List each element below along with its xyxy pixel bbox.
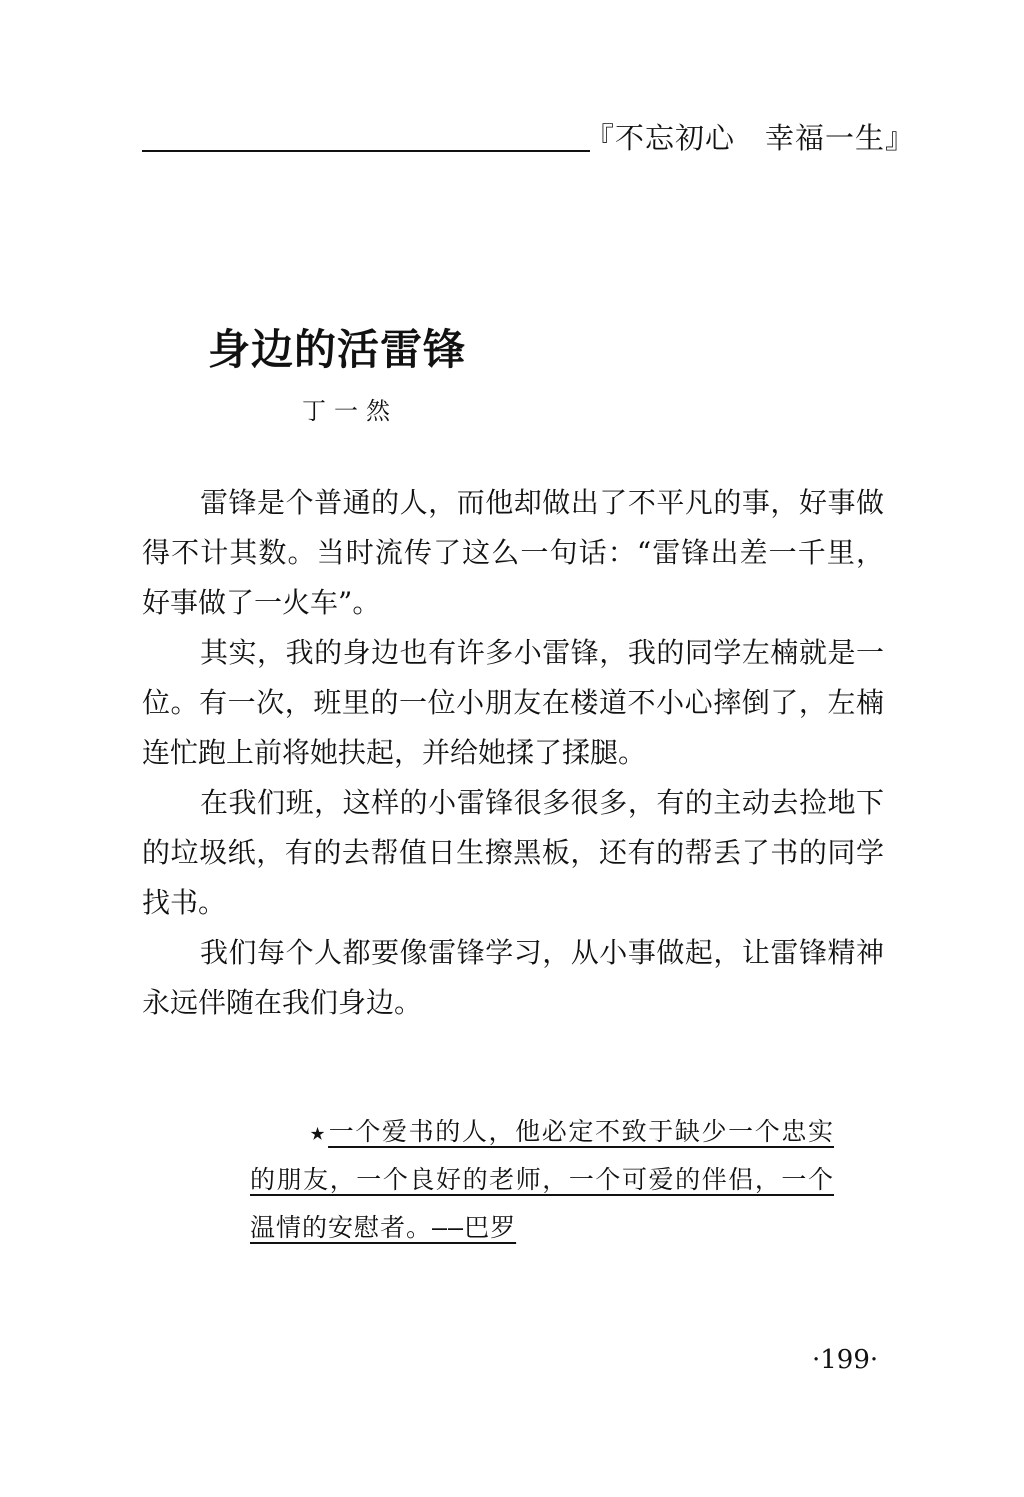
- header-rule: [142, 150, 590, 152]
- running-head-part-two: 幸福一生: [765, 121, 886, 155]
- running-head-close-bracket: 』: [885, 121, 916, 155]
- article-body: [142, 478, 884, 1028]
- running-head-open-bracket: 『: [585, 121, 616, 155]
- page-number: ·199·: [812, 1345, 879, 1375]
- body-paragraph: 我们每个人都要像雷锋学习，从小事做起，让雷锋精神永远伴随在我们身边。: [142, 936, 884, 1019]
- body-paragraph: 雷锋是个普通的人，而他却做出了不平凡的事，好事做得不计其数。当时流传了这么一句话：“雷锋出差一千里，好事做了一火车”。: [142, 486, 884, 619]
- article-author: 丁一然: [302, 397, 398, 425]
- running-head: [585, 118, 915, 158]
- running-head-part-one: 不忘初心: [615, 121, 736, 155]
- body-paragraph: 在我们班，这样的小雷锋很多很多，有的主动去捡地下的垃圾纸，有的去帮值日生擦黑板，还有的帮丢了书的同学找书。: [142, 786, 884, 919]
- star-icon: ★: [310, 1117, 327, 1146]
- quote-block: [250, 1108, 834, 1252]
- quote-text: 一个爱书的人，他必定不致于缺少一个忠实的朋友，一个良好的老师，一个可爱的伴侣，一个温情的安慰者。——巴罗: [250, 1117, 834, 1242]
- article-title: 身边的活雷锋: [208, 325, 467, 374]
- body-paragraph: 其实，我的身边也有许多小雷锋，我的同学左楠就是一位。有一次，班里的一位小朋友在楼道不小心摔倒了，左楠连忙跑上前将她扶起，并给她揉了揉腿。: [142, 636, 884, 769]
